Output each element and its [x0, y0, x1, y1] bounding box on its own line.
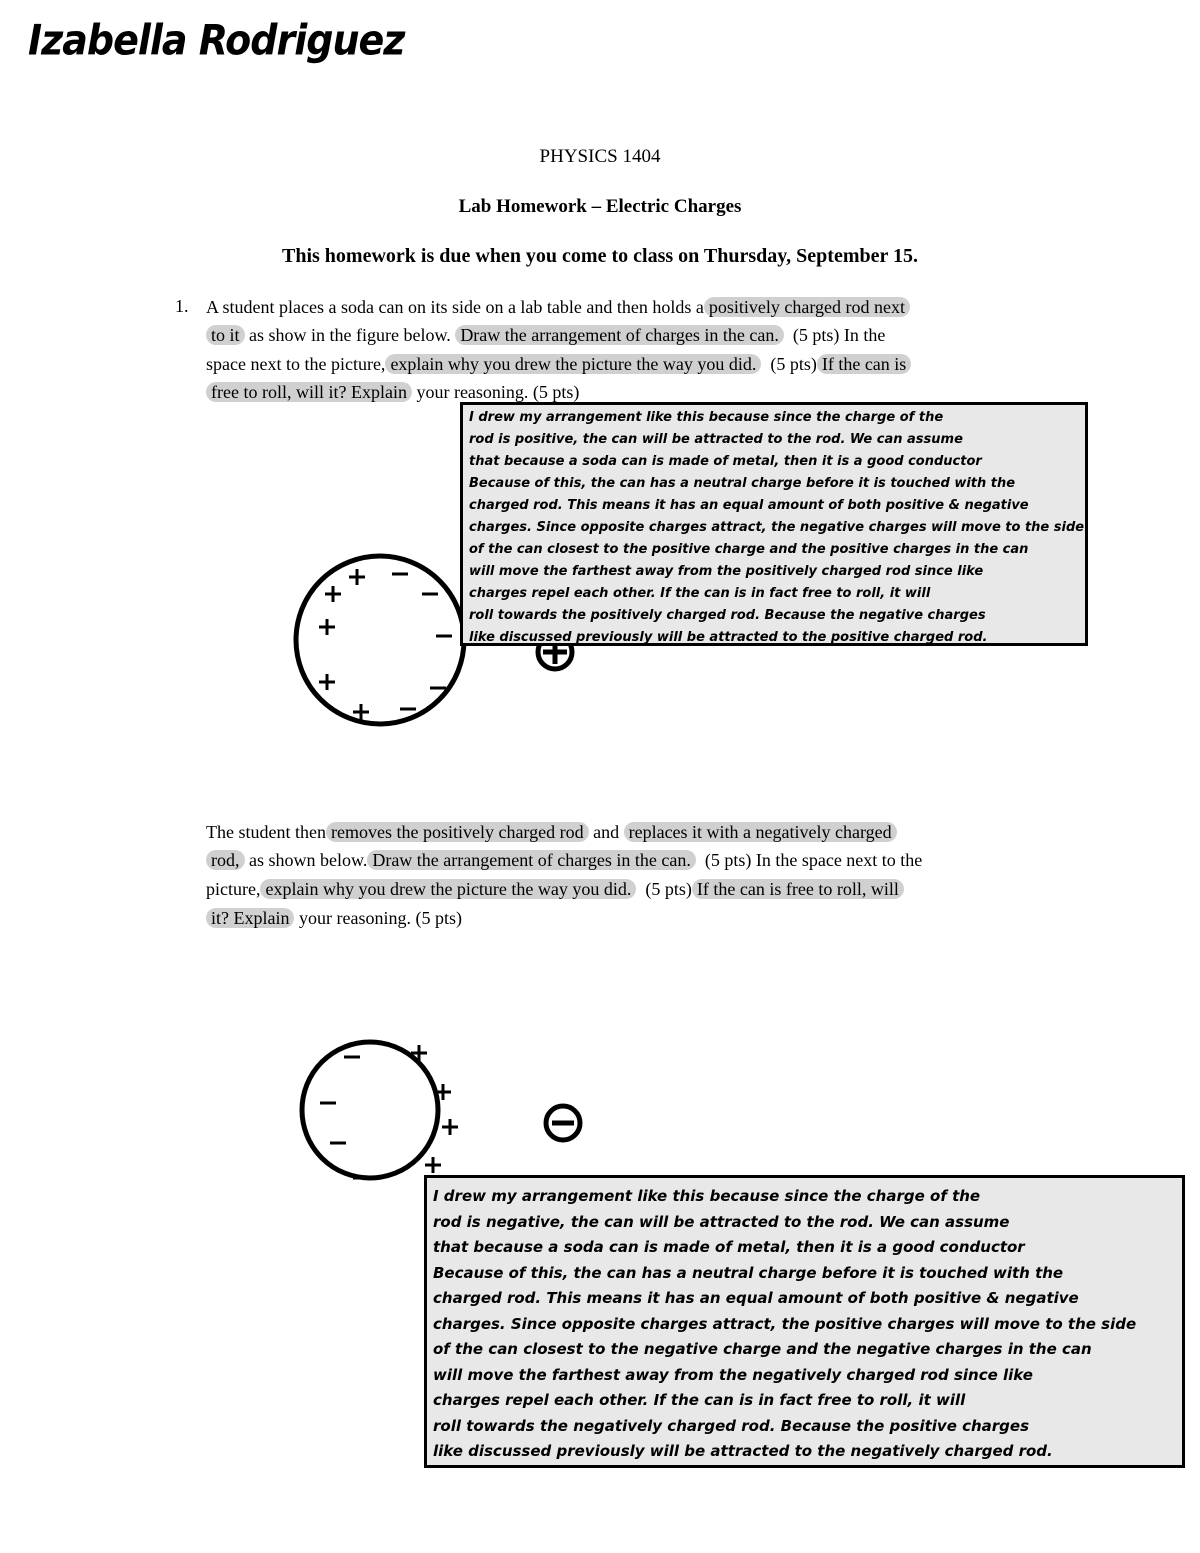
soda-can-2 — [302, 1042, 438, 1178]
highlighted-text: explain why you drew the picture the way you did. — [385, 354, 761, 374]
handwritten-line: charged rod. This means it has an equal amount of both positive & negative — [469, 498, 1029, 513]
handwritten-line: roll towards the negatively charged rod. Because the positive charges — [433, 1416, 1030, 1435]
due-date: This homework is due when you come to class on Thursday, September 15. — [282, 245, 918, 267]
soda-can-1 — [296, 556, 464, 724]
handwritten-line: rod is negative, the can will be attracted to the rod. We can assume — [433, 1212, 1010, 1231]
highlighted-text: removes the positively charged rod — [326, 822, 589, 842]
handwritten-line: that because a soda can is made of metal, then it is a good conductor — [469, 454, 982, 469]
handwritten-line: will move the farthest away from the negatively charged rod since like — [433, 1365, 1033, 1384]
highlighted-text: positively charged rod next — [704, 297, 910, 317]
question-text: (5 pts) In the space next to the — [695, 850, 923, 870]
question-text: as shown below. — [244, 850, 368, 870]
answer-box-1 — [460, 402, 1088, 646]
highlighted-text: replaces it with a negatively charged — [624, 822, 897, 842]
highlighted-text: If the can is free to roll, will — [692, 879, 904, 899]
handwritten-line: will move the farthest away from the positively charged rod since like — [469, 564, 984, 579]
question-text: The student then — [206, 822, 326, 842]
answer-box-2 — [424, 1175, 1185, 1468]
handwritten-line: I drew my arrangement like this because since the charge of the — [469, 410, 944, 425]
question-text: space next to the picture, — [206, 354, 386, 374]
question-text: (5 pts) In the — [783, 325, 886, 345]
question-text: picture, — [206, 879, 261, 899]
handwritten-line: I drew my arrangement like this because since the charge of the — [433, 1187, 981, 1205]
handwritten-line: charges. Since opposite charges attract, the negative charges will move to the side — [469, 520, 1085, 535]
question-text: A student places a soda can on its side on a lab table and then holds a — [206, 297, 704, 317]
question-text: your reasoning. (5 pts) — [294, 908, 462, 928]
highlighted-text: free to roll, will it? Explain — [206, 382, 412, 402]
handwritten-line: that because a soda can is made of metal, then it is a good conductor — [433, 1238, 1025, 1256]
question-text: (5 pts) — [761, 354, 817, 374]
assignment-title: Lab Homework – Electric Charges — [458, 196, 742, 217]
highlighted-text: If the can is — [817, 354, 911, 374]
highlighted-text: it? Explain — [206, 908, 294, 928]
question-text: your reasoning. (5 pts) — [411, 382, 580, 402]
handwritten-line: charged rod. This means it has an equal amount of both positive & negative — [433, 1289, 1079, 1307]
handwritten-line: of the can closest to the negative charge and the negative charges in the can — [433, 1340, 1092, 1358]
highlighted-text: rod, — [206, 850, 245, 870]
question-number: 1. — [175, 296, 189, 316]
question-text: as show in the figure below. — [244, 325, 456, 345]
handwritten-line: charges repel each other. If the can is in fact free to roll, it will — [469, 586, 931, 601]
can-figure-2 — [302, 1042, 580, 1178]
positive-charges-1 — [319, 569, 369, 720]
question-text: and — [588, 822, 624, 842]
handwritten-line: rod is positive, the can will be attracted to the rod. We can assume — [469, 432, 963, 447]
negative-charges-1 — [392, 574, 452, 709]
question-text: (5 pts) — [636, 879, 692, 899]
handwritten-line: Because of this, the can has a neutral charge before it is touched with the — [433, 1263, 1064, 1282]
handwritten-line: Because of this, the can has a neutral charge before it is touched with the — [469, 476, 1016, 491]
handwritten-line: like discussed previously will be attracted to the positive charged rod. — [469, 630, 988, 645]
highlighted-text: explain why you drew the picture the way you did. — [260, 879, 636, 899]
student-signature: Izabella Rodriguez — [28, 15, 405, 65]
highlighted-text: Draw the arrangement of charges in the can. — [367, 850, 696, 870]
course-title: PHYSICS 1404 — [539, 146, 661, 167]
negative-rod-icon — [546, 1106, 580, 1140]
handwritten-line: charges. Since opposite charges attract, the positive charges will move to the side — [433, 1314, 1137, 1333]
handwritten-line: charges repel each other. If the can is in fact free to roll, it will — [433, 1391, 966, 1409]
handwritten-line: like discussed previously will be attracted to the negatively charged rod. — [433, 1442, 1053, 1460]
handwritten-line: of the can closest to the positive charge and the positive charges in the can — [469, 542, 1029, 557]
highlighted-text: Draw the arrangement of charges in the can. — [455, 325, 784, 345]
highlighted-text: to it — [206, 325, 245, 345]
handwritten-line: roll towards the positively charged rod. Because the negative charges — [469, 608, 986, 623]
